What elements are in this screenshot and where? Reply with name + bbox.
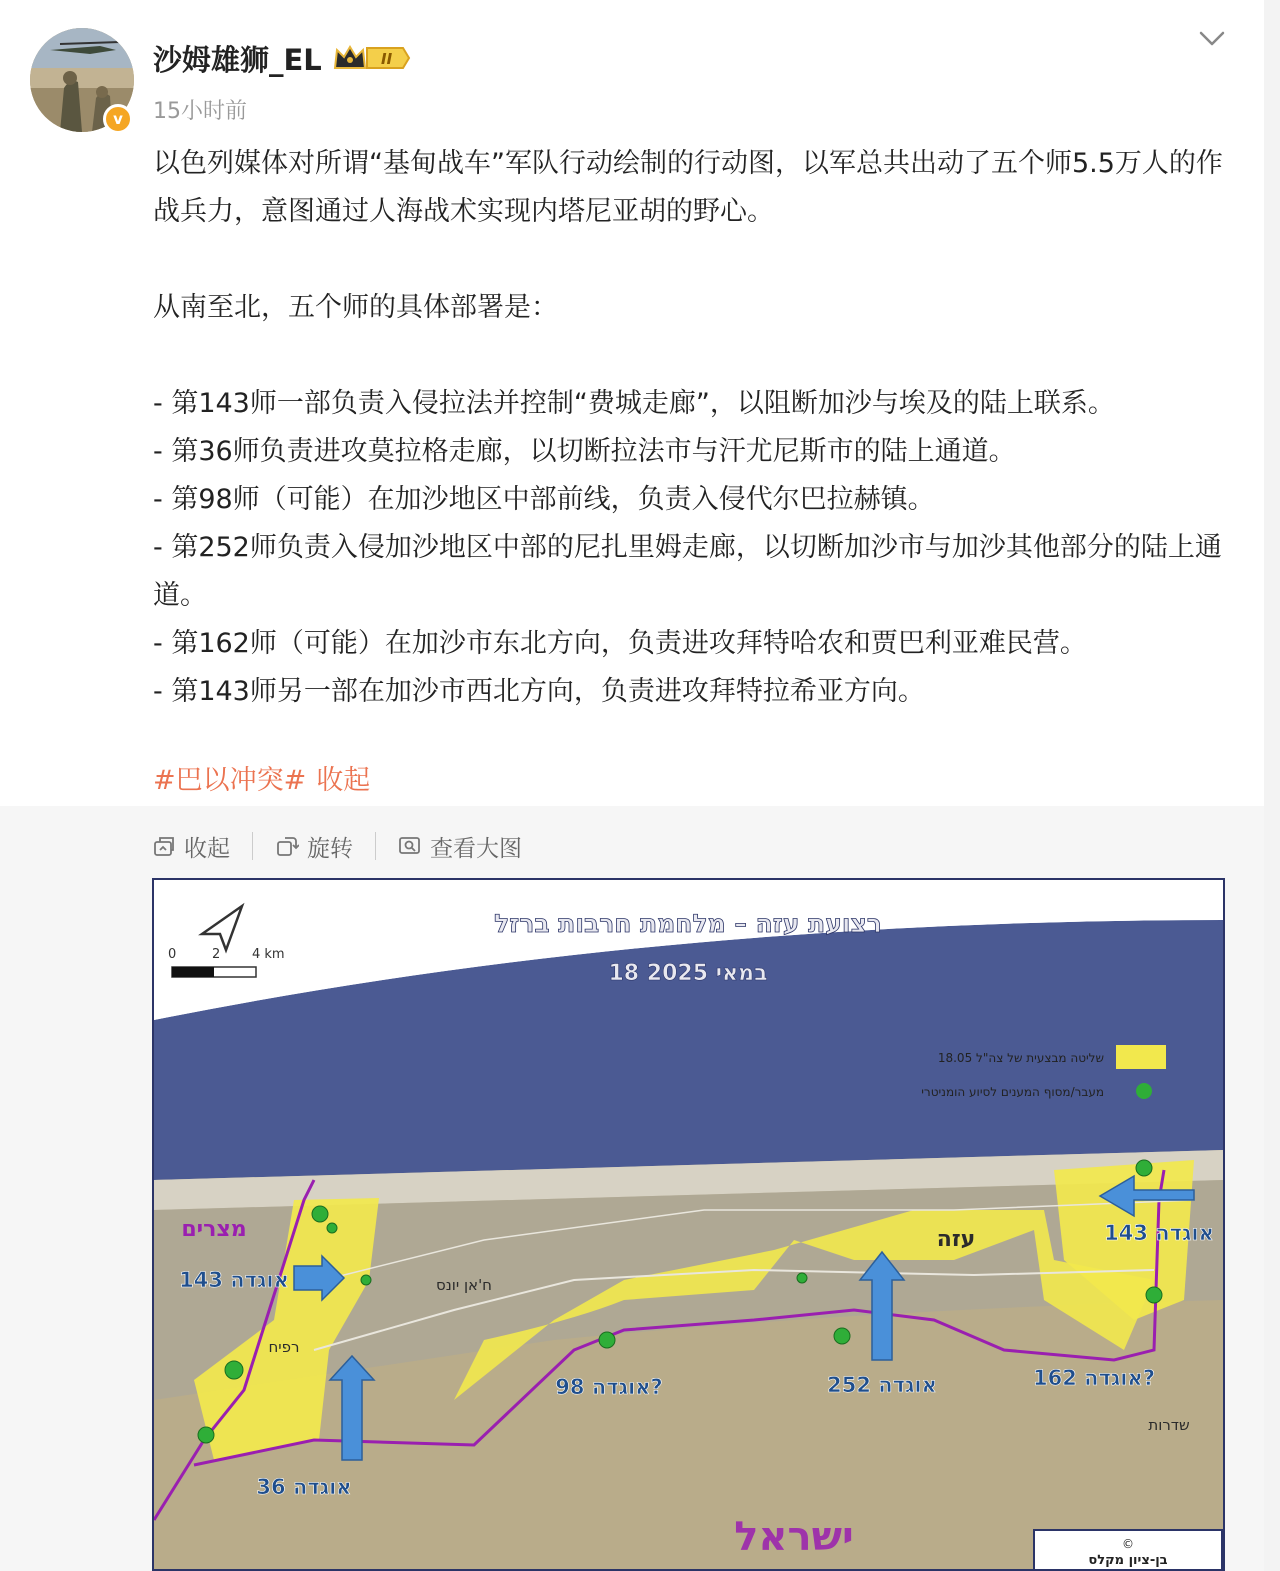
verified-badge-icon: v	[103, 104, 133, 134]
rotate-icon	[275, 834, 299, 858]
magnify-image-icon	[398, 834, 422, 858]
scrollbar-track[interactable]	[1264, 0, 1280, 1571]
unit-label: 143 אוגדה	[179, 1268, 289, 1292]
label-israel: ישראל	[734, 1514, 854, 1560]
collapse-media-button[interactable]	[152, 830, 230, 863]
vip-crown-badge[interactable]	[333, 42, 411, 74]
unit-label: אוגדה 252	[827, 1373, 937, 1397]
scale-label-2: 2	[212, 947, 221, 962]
label-sderot: שדרות	[1148, 1416, 1190, 1434]
map-title: רצועת עזה – מלחמת חרבות ברזל	[494, 909, 882, 938]
unit-label: אוגדה 162?	[1033, 1366, 1155, 1390]
view-large-label: 查看大图	[430, 835, 522, 862]
hashtag-link[interactable]: #巴以冲突#	[153, 765, 307, 796]
credit-author: בן-ציון מקלס	[1088, 1553, 1168, 1568]
scale-label-0: 0	[168, 947, 177, 962]
username[interactable]: 沙姆雄狮_EL	[153, 43, 322, 77]
credit-copyright: ©	[1122, 1537, 1134, 1551]
post-paragraph: - 第143师一部负责入侵拉法并控制“费城走廊”，以阻断加沙与埃及的陆上联系。	[153, 388, 1115, 419]
crown-icon	[333, 42, 411, 74]
legend-yellow-text: שליטה מבצעית של צה"ל 18.05	[937, 1051, 1104, 1065]
legend-green-text: מעבר/מסוף המענים לסיוע הומניטרי	[921, 1085, 1104, 1099]
rotate-label: 旋转	[307, 835, 353, 862]
unit-label: אוגדה 143	[1104, 1221, 1214, 1245]
map-date: 18 במאי 2025	[608, 961, 768, 986]
collapse-text-link[interactable]: 收起	[316, 765, 371, 796]
post-timestamp[interactable]: 15小时前	[153, 99, 247, 124]
unit-label: 36 אוגדה	[256, 1475, 352, 1499]
more-options-chevron-down-icon[interactable]	[1196, 22, 1228, 54]
label-egypt: מצרים	[181, 1217, 247, 1242]
rotate-button[interactable]	[275, 830, 353, 863]
post-image-map[interactable]	[152, 878, 1225, 1571]
view-large-image-button[interactable]	[398, 830, 522, 863]
post-paragraph: 从南至北，五个师的具体部署是：	[153, 292, 558, 323]
collapse-icon	[152, 834, 176, 858]
toolbar-divider	[375, 832, 376, 860]
media-toolbar	[152, 826, 522, 866]
hashtag-row	[153, 758, 380, 797]
post-paragraph	[153, 236, 1223, 284]
post-paragraph: - 第98师（可能）在加沙地区中部前线，负责入侵代尔巴拉赫镇。	[153, 484, 935, 515]
legend-yellow-swatch	[1116, 1045, 1166, 1069]
post-text	[153, 140, 1223, 716]
collapse-label: 收起	[184, 835, 230, 862]
post-paragraph	[153, 332, 1223, 380]
label-gaza-city: עזה	[936, 1227, 976, 1252]
post-paragraph: - 第143师另一部在加沙市西北方向，负责进攻拜特拉希亚方向。	[153, 676, 925, 707]
post-paragraph: - 第36师负责进攻莫拉格走廊，以切断拉法市与汗尤尼斯市的陆上通道。	[153, 436, 1016, 467]
unit-label: אוגדה 98?	[555, 1375, 663, 1399]
legend-green-dot	[1136, 1083, 1152, 1099]
post-paragraph: - 第252师负责入侵加沙地区中部的尼扎里姆走廊，以切断加沙市与加沙其他部分的陆上通道。	[153, 532, 1222, 611]
label-khan-yunis: ח'אן יונס	[436, 1276, 492, 1294]
post-paragraph: - 第162师（可能）在加沙市东北方向，负责进攻拜特哈农和贾巴利亚难民营。	[153, 628, 1087, 659]
post-paragraph: 以色列媒体对所谓“基甸战车”军队行动绘制的行动图，以军总共出动了五个师5.5万人的作战兵力，意图通过人海战术实现内塔尼亚胡的野心。	[153, 148, 1223, 227]
scale-label-4km: 4 km	[252, 947, 285, 962]
vip-level-text: II	[381, 50, 393, 68]
label-rafah: רפיח	[268, 1338, 300, 1356]
toolbar-divider	[252, 832, 253, 860]
gaza-operations-map	[154, 880, 1223, 1569]
